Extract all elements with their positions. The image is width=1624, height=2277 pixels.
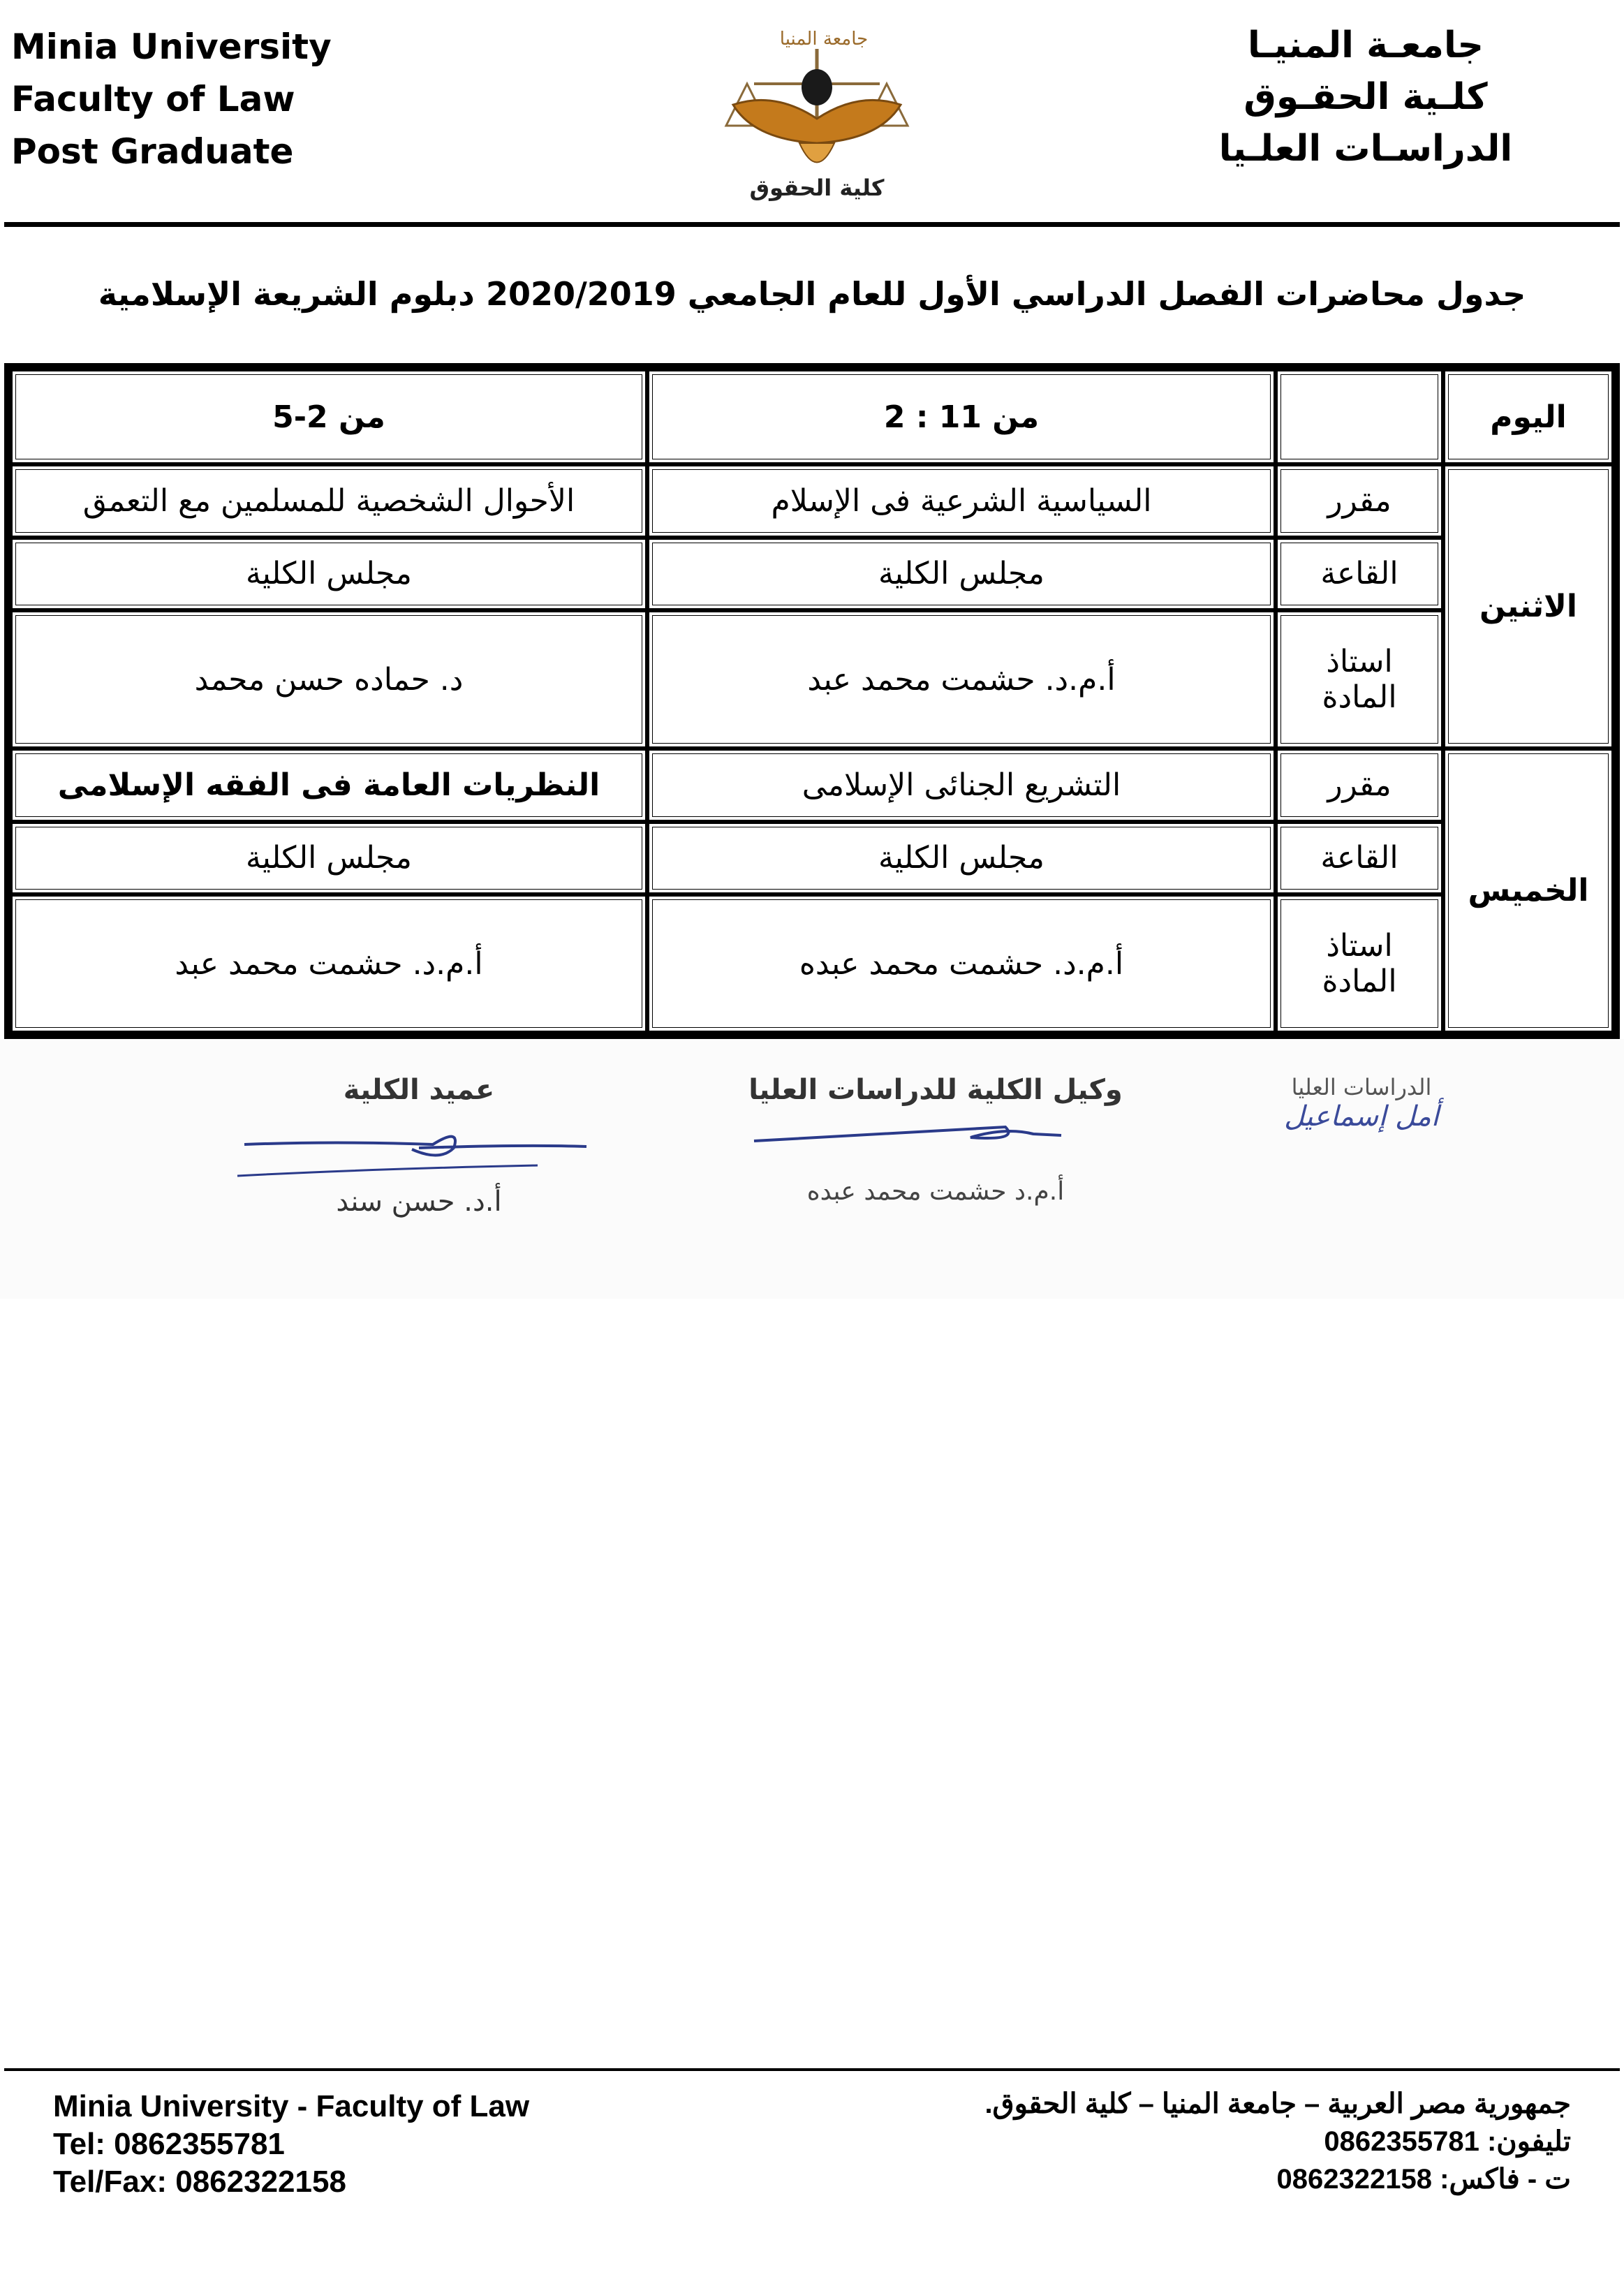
footer-tel-en: Tel: 0862355781 (53, 2127, 285, 2161)
instructor-cell: د. حماده حسن محمد (10, 610, 647, 749)
signature-dept-name: أمل إسماعيل (1284, 1100, 1439, 1133)
schedule-table (4, 363, 1620, 1039)
header-university-ar: جامعـة المنيـا (1248, 24, 1484, 66)
row-label: استاذ المادة (1276, 894, 1443, 1033)
signature-vice-dean (740, 1074, 1131, 1206)
table-row (10, 464, 1614, 538)
signature-vice-dean-mark (740, 1106, 1131, 1162)
header-dept-ar: الدراسـات العلـيا (1218, 128, 1513, 170)
footer-arabic (943, 2085, 1571, 2198)
header-day: اليوم (1443, 369, 1614, 464)
footer-fax-ar: ت - فاكس: 0862322158 (1276, 2164, 1571, 2195)
logo-bottom-text: كلية الحقوق (749, 175, 885, 201)
day-monday: الاثنين (1443, 464, 1614, 749)
table-row (10, 749, 1614, 822)
signature-area (0, 1039, 1624, 1299)
header-slot1: من 11 : 2 (647, 369, 1276, 464)
row-label: القاعة (1276, 538, 1443, 611)
signature-dean (230, 1074, 607, 1218)
row-label: مقرر (1276, 749, 1443, 822)
signature-dept-title: الدراسات العليا (1291, 1074, 1432, 1100)
footer-fax-en: Tel/Fax: 0862322158 (53, 2165, 346, 2199)
hall-cell: مجلس الكلية (10, 822, 647, 895)
hall-cell: مجلس الكلية (647, 822, 1276, 895)
row-label: مقرر (1276, 464, 1443, 538)
header-english (11, 21, 430, 178)
footer-english (53, 2088, 681, 2201)
table-row (10, 822, 1614, 895)
day-thursday: الخميس (1443, 749, 1614, 1033)
footer-university-en: Minia University - Faculty of Law (53, 2089, 530, 2123)
page-title: جدول محاضرات الفصل الدراسي الأول للعام الجامعي 2020/2019 دبلوم الشريعة الإسلامية (98, 275, 1526, 313)
table-row (10, 894, 1614, 1033)
header-label (1276, 369, 1443, 464)
course-cell: الأحوال الشخصية للمسلمين مع التعمق (10, 464, 647, 538)
course-cell: التشريع الجنائى الإسلامى (647, 749, 1276, 822)
signature-dean-title: عميد الكلية (343, 1074, 495, 1106)
signature-dean-mark (230, 1106, 607, 1183)
hall-cell: مجلس الكلية (647, 538, 1276, 611)
signature-vice-dean-name: أ.م.د حشمت محمد عبده (806, 1177, 1065, 1206)
footer-divider (4, 2068, 1620, 2071)
instructor-cell: أ.م.د. حشمت محمد عبد (647, 610, 1276, 749)
course-cell: النظريات العامة فى الفقه الإسلامى (10, 749, 647, 822)
course-cell: السياسية الشرعية فى الإسلام (647, 464, 1276, 538)
header-faculty-en: Faculty of Law (11, 79, 295, 119)
table-row (10, 610, 1614, 749)
row-label: استاذ المادة (1276, 610, 1443, 749)
hall-cell: مجلس الكلية (10, 538, 647, 611)
table-header-row (10, 369, 1614, 464)
footer-tel-ar: تليفون: 0862355781 (1324, 2126, 1571, 2157)
row-label: القاعة (1276, 822, 1443, 895)
header-slot2: من 2-5 (10, 369, 647, 464)
header-divider (4, 222, 1620, 227)
signature-dean-name: أ.د. حسن سند (336, 1186, 502, 1218)
footer-address-ar: جمهورية مصر العربية – جامعة المنيا – كلية الحقوق. (984, 2088, 1571, 2119)
signature-vice-dean-title: وكيل الكلية للدراسات العليا (748, 1074, 1123, 1106)
header-arabic (1170, 20, 1561, 175)
instructor-cell: أ.م.د. حشمت محمد عبده (647, 894, 1276, 1033)
signature-dept (1243, 1074, 1480, 1133)
header-dept-en: Post Graduate (11, 131, 294, 172)
logo-top-text: جامعة المنيا (779, 29, 869, 50)
header-university-en: Minia University (11, 27, 332, 67)
instructor-cell: أ.م.د. حشمت محمد عبد (10, 894, 647, 1033)
header-faculty-ar: كلـية الحقـوق (1243, 76, 1488, 118)
table-row (10, 538, 1614, 611)
faculty-logo (719, 21, 915, 202)
